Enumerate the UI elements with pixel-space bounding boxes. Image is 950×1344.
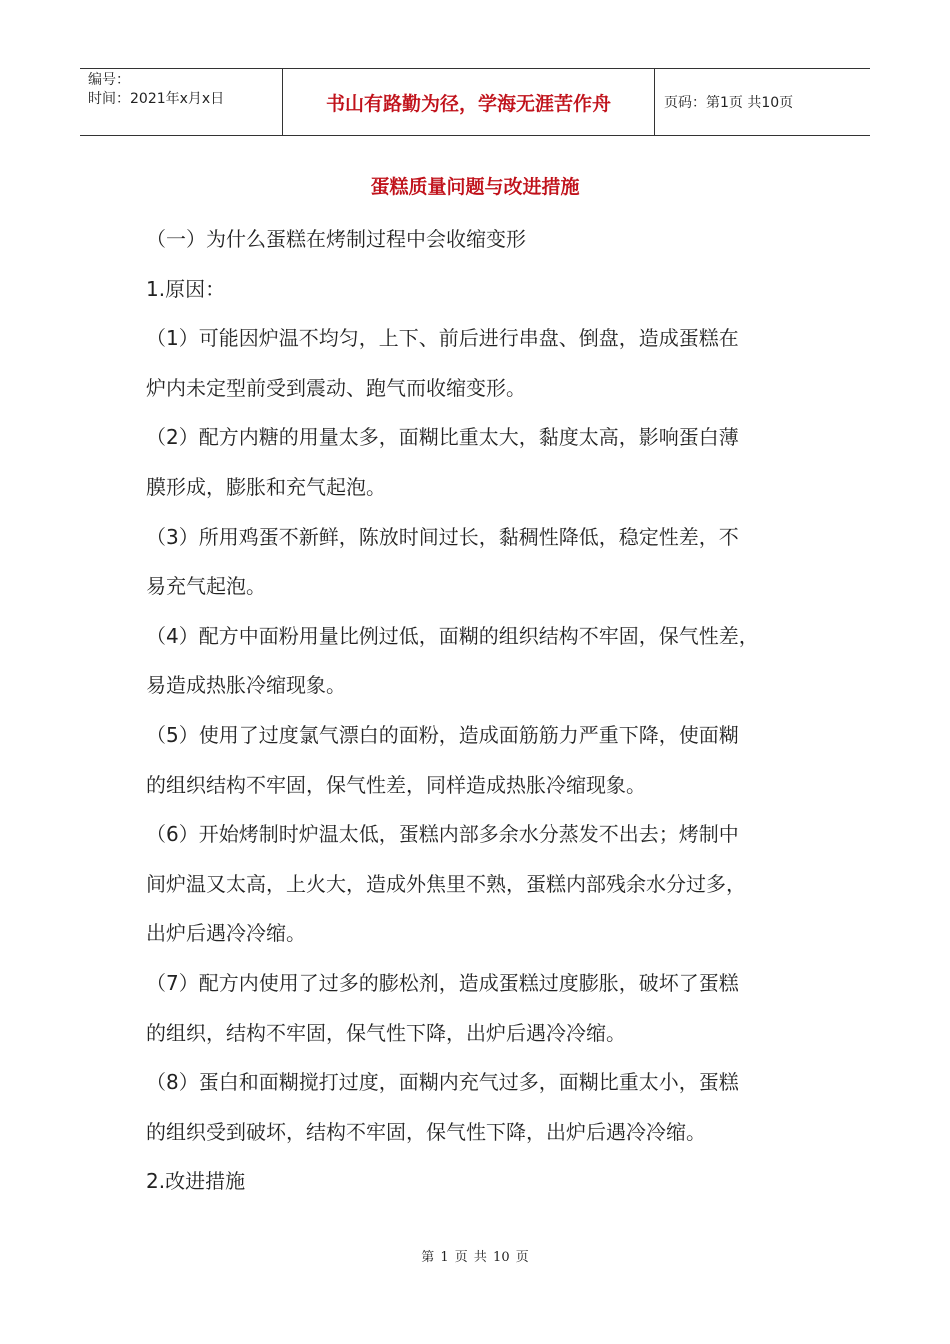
document-body <box>146 215 822 1207</box>
header-motto: 书山有路勤为径，学海无涯苦作舟 <box>325 92 611 115</box>
body-line: 2.改进措施 <box>146 1169 246 1194</box>
body-line: （一）为什么蛋糕在烤制过程中会收缩变形 <box>146 227 526 251</box>
body-line: 1.原因： <box>146 276 226 301</box>
body-line: 炉内未定型前受到震动、跑气而收缩变形。 <box>146 375 526 400</box>
body-line: 间炉温又太高，上火大，造成外焦里不熟，蛋糕内部残余水分过多， <box>146 871 746 896</box>
body-line: 膜形成，膨胀和充气起泡。 <box>146 474 386 499</box>
body-line: （3）所用鸡蛋不新鲜，陈放时间过长，黏稠性降低，稳定性差，不 <box>146 524 739 549</box>
body-line: 出炉后遇冷冷缩。 <box>146 921 306 946</box>
body-line: 易造成热胀冷缩现象。 <box>146 673 346 698</box>
document-title: 蛋糕质量问题与改进措施 <box>370 176 580 198</box>
header-divider <box>654 69 655 135</box>
document-header <box>80 68 870 136</box>
time-label: 时间：2021年x月x日 <box>88 91 225 107</box>
body-line: 的组织受到破坏，结构不牢固，保气性下降，出炉后遇冷冷缩。 <box>146 1119 706 1144</box>
page-footer: 第 1 页 共 10 页 <box>421 1250 529 1265</box>
body-line: （7）配方内使用了过多的膨松剂，造成蛋糕过度膨胀，破坏了蛋糕 <box>146 970 739 995</box>
body-line: （5）使用了过度氯气漂白的面粉，造成面筋筋力严重下降，使面糊 <box>146 722 739 747</box>
number-label: 编号： <box>88 72 130 88</box>
header-meta <box>88 71 224 109</box>
body-line: （2）配方内糖的用量太多，面糊比重太大，黏度太高，影响蛋白薄 <box>146 425 739 450</box>
body-line: 的组织结构不牢固，保气性差，同样造成热胀冷缩现象。 <box>146 772 646 797</box>
body-line: 的组织，结构不牢固，保气性下降，出炉后遇冷冷缩。 <box>146 1020 626 1045</box>
body-line: 易充气起泡。 <box>146 574 266 599</box>
body-line: （4）配方中面粉用量比例过低，面糊的组织结构不牢固，保气性差， <box>146 623 759 648</box>
header-page-info: 页码：第1页 共10页 <box>664 95 794 111</box>
body-line: （8）蛋白和面糊搅打过度，面糊内充气过多，面糊比重太小，蛋糕 <box>146 1070 739 1095</box>
body-line: （1）可能因炉温不均匀，上下、前后进行串盘、倒盘，造成蛋糕在 <box>146 326 739 351</box>
body-line: （6）开始烤制时炉温太低，蛋糕内部多余水分蒸发不出去；烤制中 <box>146 822 739 847</box>
